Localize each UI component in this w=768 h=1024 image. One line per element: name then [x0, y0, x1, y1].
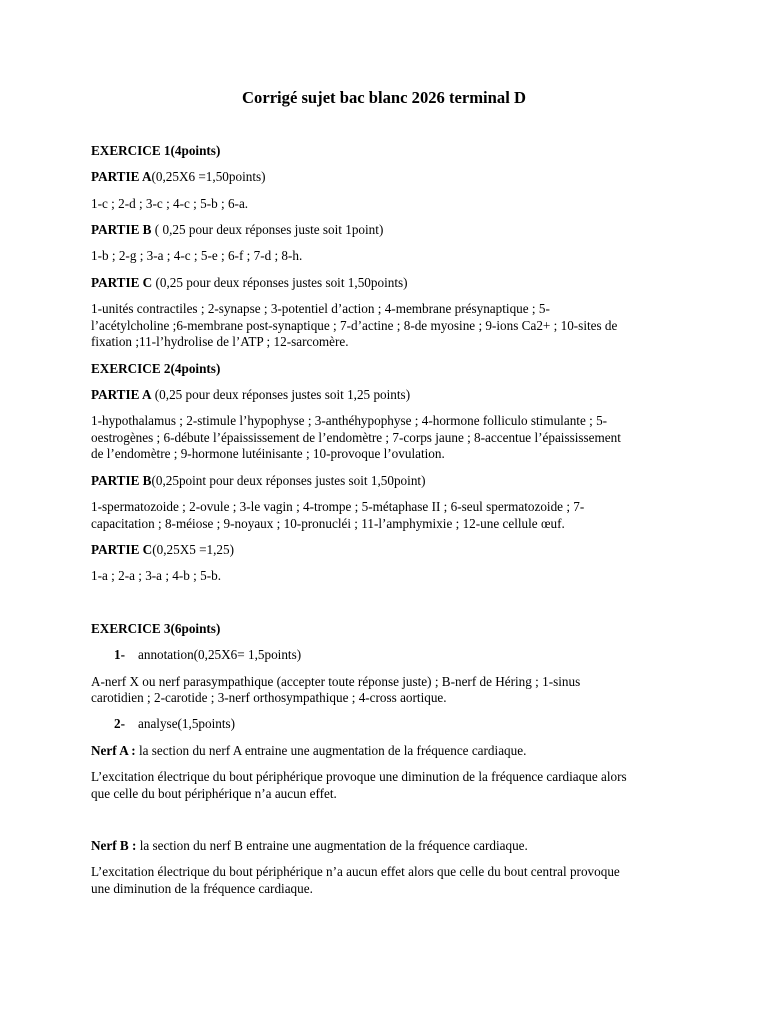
ex3-question-1-label: annotation(0,25X6= 1,5points): [138, 647, 302, 662]
page-title: Corrigé sujet bac blanc 2026 terminal D: [242, 88, 526, 107]
ex3-q1-answers-line-2: carotidien ; 2-carotide ; 3-nerf orthosympathique ; 4-cross aortique.: [91, 690, 447, 705]
ex3-question-2-label: analyse(1,5points): [138, 716, 236, 731]
ex1-partie-a-answers: 1-c ; 2-d ; 3-c ; 4-c ; 5-b ; 6-a.: [91, 196, 249, 211]
ex3-question-1-number: 1-: [114, 647, 125, 662]
ex1-partie-b-answers: 1-b ; 2-g ; 3-a ; 4-c ; 5-e ; 6-f ; 7-d ; 8-h.: [91, 248, 303, 263]
ex3-question-2: [114, 716, 704, 732]
exercise-2-heading: EXERCICE 2(4points): [91, 361, 221, 376]
ex1-partie-b-label: PARTIE B: [91, 222, 152, 237]
ex2-partie-a-label: PARTIE A: [91, 387, 152, 402]
nerf-b-excitation-line-1: L’excitation électrique du bout périphérique n’a aucun effet alors que celle du bout central provoque: [91, 864, 620, 879]
ex2-partie-a-line: [91, 387, 681, 403]
nerf-b-excitation-line-2: une diminution de la fréquence cardiaque.: [91, 881, 313, 896]
exercise-3-heading: EXERCICE 3(6points): [91, 621, 221, 636]
ex1-partie-c-line: [91, 275, 681, 291]
ex2-partie-a-answers-line-3: de l’endomètre ; 9-hormone lutéinisante ; 10-provoque l’ovulation.: [91, 446, 445, 461]
nerf-a-text: la section du nerf A entraine une augmentation de la fréquence cardiaque.: [135, 743, 527, 758]
ex2-partie-b-answers-line-2: capacitation ; 8-méiose ; 9-noyaux ; 10-pronucléi ; 11-l’amphymixie ; 12-une cellule œuf.: [91, 516, 565, 531]
ex1-partie-c-answers-line-1: 1-unités contractiles ; 2-synapse ; 3-potentiel d’action ; 4-membrane présynaptique ; 5-: [91, 301, 550, 316]
ex1-partie-c-answers-line-3: fixation ;11-l’hydrolise de l’ATP ; 12-sarcomère.: [91, 334, 349, 349]
ex2-partie-c-line: [91, 542, 681, 558]
ex1-partie-a-note: (0,25X6 =1,50points): [151, 169, 266, 184]
ex1-partie-a-label: PARTIE A: [91, 169, 152, 184]
ex3-question-2-number: 2-: [114, 716, 125, 731]
nerf-a-excitation-line-2: que celle du bout périphérique n’a aucun effet.: [91, 786, 337, 801]
nerf-b-label: Nerf B :: [91, 838, 137, 853]
ex2-partie-a-answers-line-2: oestrogènes ; 6-débute l’épaississement de l’endomètre ; 7-corps jaune ; 8-accentue l’épaississement: [91, 430, 621, 445]
ex2-partie-c-answers: 1-a ; 2-a ; 3-a ; 4-b ; 5-b.: [91, 568, 222, 583]
exercise-1-heading: EXERCICE 1(4points): [91, 143, 221, 158]
ex2-partie-a-note: (0,25 pour deux réponses justes soit 1,25 points): [151, 387, 411, 402]
ex2-partie-b-label: PARTIE B: [91, 473, 152, 488]
ex2-partie-c-label: PARTIE C: [91, 542, 153, 557]
ex3-q1-answers-line-1: A-nerf X ou nerf parasympathique (accepter toute réponse juste) ; B-nerf de Héring ; 1-sinus: [91, 674, 581, 689]
ex1-partie-c-note: (0,25 pour deux réponses justes soit 1,50points): [152, 275, 408, 290]
ex1-partie-c-answers-line-2: l’acétylcholine ;6-membrane post-synaptique ; 7-d’actine ; 8-de myosine ; 9-ions Ca2+ ; 10-sites de: [91, 318, 618, 333]
ex2-partie-c-note: (0,25X5 =1,25): [152, 542, 235, 557]
ex1-partie-b-note: ( 0,25 pour deux réponses juste soit 1point): [151, 222, 384, 237]
ex2-partie-b-answers-line-1: 1-spermatozoide ; 2-ovule ; 3-le vagin ; 4-trompe ; 5-métaphase II ; 6-seul spermatozoide ; 7-: [91, 499, 585, 514]
nerf-a-label: Nerf A :: [91, 743, 136, 758]
nerf-b-line: [91, 838, 681, 854]
ex2-partie-a-answers-line-1: 1-hypothalamus ; 2-stimule l’hypophyse ; 3-anthéhypophyse ; 4-hormone folliculo stimulante ; 5-: [91, 413, 608, 428]
ex1-partie-a-line: [91, 169, 681, 185]
nerf-a-line: [91, 743, 681, 759]
ex1-partie-c-label: PARTIE C: [91, 275, 153, 290]
ex1-partie-b-line: [91, 222, 681, 238]
nerf-b-text: la section du nerf B entraine une augmentation de la fréquence cardiaque.: [136, 838, 528, 853]
ex3-question-1: [114, 647, 704, 663]
ex2-partie-b-note: (0,25point pour deux réponses justes soit 1,50point): [151, 473, 426, 488]
nerf-a-excitation-line-1: L’excitation électrique du bout périphérique provoque une diminution de la fréquence cardiaque alors: [91, 769, 627, 784]
ex2-partie-b-line: [91, 473, 681, 489]
